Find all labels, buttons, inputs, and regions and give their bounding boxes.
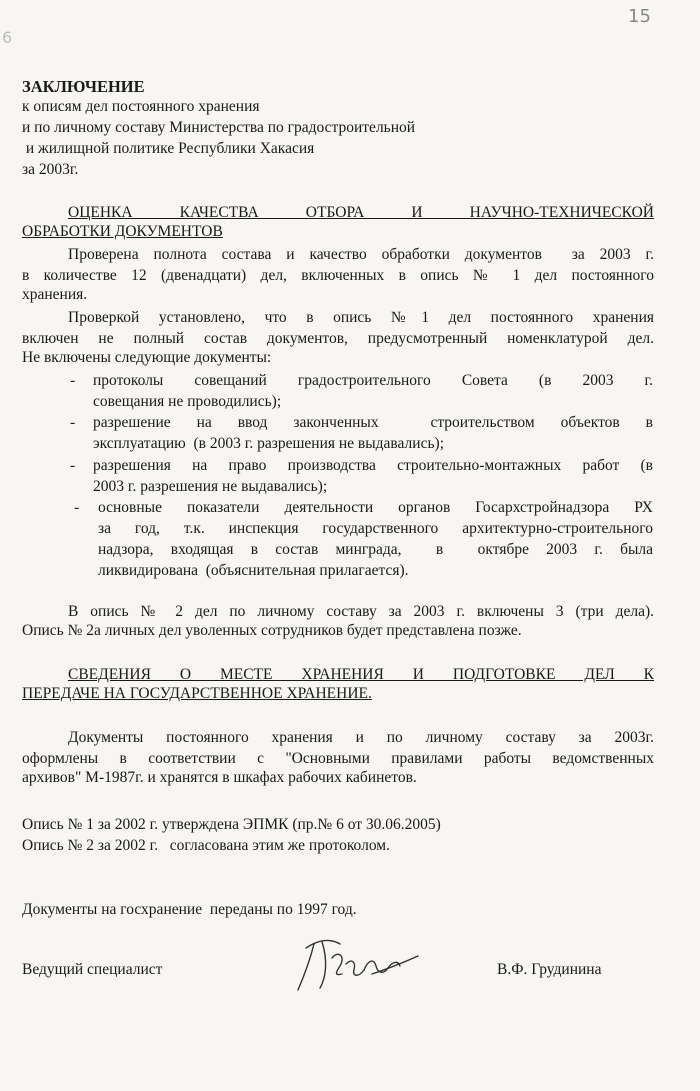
document-title: ЗАКЛЮЧЕНИЕ: [22, 77, 145, 96]
paragraph-line: Проверкой установлено, что в опись №1 дел постоянного хранения: [68, 309, 654, 326]
paragraph-line: В опись № 2 дел по личному составу за 2003 г. включены 3 (три дела).: [68, 603, 654, 620]
section1-heading: ОЦЕНКА КАЧЕСТВА ОТБОРА И НАУЧНО-ТЕХНИЧЕСКОЙ: [68, 204, 654, 221]
list-dash: -: [70, 457, 76, 474]
section1-heading-cont: ОБРАБОТКИ ДОКУМЕНТОВ: [22, 223, 223, 240]
approval-line: Опись № 1 за 2002 г. утверждена ЭПМК (пр.№ 6 от 30.06.2005): [22, 816, 441, 833]
paragraph-line: включен не полный состав документов, предусмотренный номенклатурой дел.: [22, 330, 654, 347]
signer-position: Ведущий специалист: [22, 961, 163, 978]
paragraph-line: в количестве 12 (двенадцати) дел, включенных в опись № 1 дел постоянного: [22, 267, 654, 284]
list-item-line: за год, т.к. инспекция государственного архитектурно-строительного: [98, 520, 653, 537]
list-item-line: совещания не проводились);: [93, 393, 282, 410]
paragraph-line: Документы постоянного хранения и по личному составу за 2003г.: [68, 729, 654, 746]
edge-mark: 6: [2, 28, 13, 47]
paragraph-line: оформлены в соответствии с "Основными правилами работы ведомственных: [22, 750, 654, 767]
paragraph-line: Проверена полнота состава и качество обработки документов за 2003 г.: [68, 246, 654, 263]
header-line: к описям дел постоянного хранения: [22, 98, 260, 115]
section2-heading: СВЕДЕНИЯ О МЕСТЕ ХРАНЕНИЯ И ПОДГОТОВКЕ ДЕЛ К: [68, 666, 654, 683]
list-item-line: 2003 г. разрешения не выдавались);: [93, 478, 328, 495]
header-line: за 2003г.: [22, 161, 79, 178]
paragraph-line: Опись № 2а личных дел уволенных сотрудников будет представлена позже.: [22, 622, 522, 639]
signer-name: В.Ф. Грудинина: [497, 961, 602, 978]
section2-heading-cont: ПЕРЕДАЧЕ НА ГОСУДАРСТВЕННОЕ ХРАНЕНИЕ.: [22, 685, 372, 702]
list-item-line: основные показатели деятельности органов Госархстройнадзора РХ: [98, 499, 653, 516]
list-dash: -: [70, 372, 76, 389]
page-number: 15: [628, 6, 651, 27]
list-item-line: надзора, входящая в состав минграда, в октябре 2003 г. была: [98, 541, 653, 558]
paragraph-line: архивов" М-1987г. и хранятся в шкафах рабочих кабинетов.: [22, 769, 417, 786]
list-item-line: эксплуатацию (в 2003 г. разрешения не выдавались);: [93, 435, 444, 452]
approval-line: Опись № 2 за 2002 г. согласована этим же протоколом.: [22, 837, 390, 854]
paragraph-line: хранения.: [22, 286, 88, 303]
list-item-line: протоколы совещаний градостроительного Совета (в 2003 г.: [93, 372, 653, 389]
paragraph-line: Не включены следующие документы:: [22, 349, 272, 366]
header-line: и по личному составу Министерства по градостроительной: [22, 119, 416, 136]
list-item-line: разрешение на ввод законченных строительством объектов в: [93, 414, 653, 431]
transfer-line: Документы на госхранение переданы по 1997 год.: [22, 901, 357, 918]
list-dash: -: [70, 414, 76, 431]
list-item-line: разрешения на право производства строительно-монтажных работ (в: [93, 457, 653, 474]
handwritten-signature: [288, 930, 428, 1000]
list-dash: -: [74, 499, 80, 516]
header-line: и жилищной политике Республики Хакасия: [22, 140, 315, 157]
list-item-line: ликвидирована (объяснительная прилагается).: [98, 562, 409, 579]
